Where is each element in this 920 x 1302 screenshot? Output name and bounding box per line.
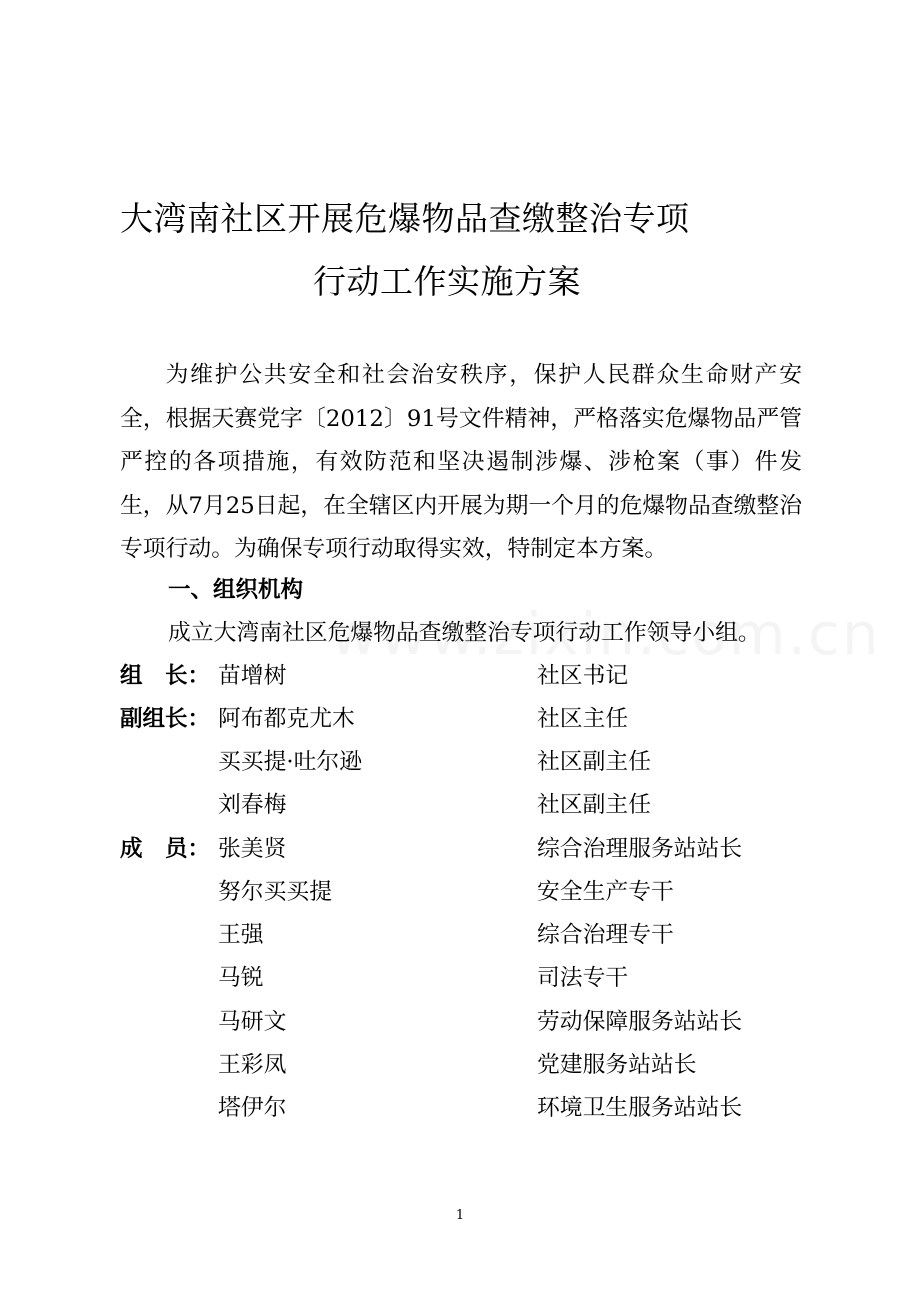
member-position: 安全生产专干: [537, 879, 674, 905]
member-position: 综合治理服务站站长: [537, 836, 743, 862]
member-name: 马锐: [218, 965, 264, 991]
member-role: 副组长：: [120, 706, 211, 732]
page-number: 1: [455, 1208, 465, 1223]
section-intro-text: 成立大湾南社区危爆物品查缴整治专项行动工作领导小组。: [168, 620, 761, 646]
member-position: 社区书记: [537, 663, 629, 689]
member-name: 买买提·吐尔逊: [218, 749, 363, 775]
member-name: 王彩凤: [218, 1052, 287, 1078]
document-title-line-2: 行动工作实施方案: [313, 262, 581, 301]
section-heading-organization: 一、组织机构: [168, 577, 304, 603]
member-name: 努尔买买提: [218, 879, 332, 905]
member-role: 组 长：: [120, 663, 211, 689]
member-position: 社区主任: [537, 706, 629, 732]
member-name: 张美贤: [218, 836, 287, 862]
member-name: 塔伊尔: [218, 1095, 287, 1121]
member-name: 阿布都克尤木: [218, 706, 355, 732]
watermark: [330, 600, 881, 668]
member-position: 司法专干: [537, 965, 629, 991]
member-position: 社区副主任: [537, 792, 651, 818]
member-name: 王强: [218, 922, 264, 948]
member-name: 马研文: [218, 1009, 287, 1035]
member-role: 成 员：: [120, 836, 211, 862]
member-position: 环境卫生服务站站长: [537, 1095, 743, 1121]
member-position: 社区副主任: [537, 749, 651, 775]
member-position: 党建服务站站长: [537, 1052, 697, 1078]
member-name: 刘春梅: [218, 792, 287, 818]
intro-paragraph: 为维护公共安全和社会治安秩序，保护人民群众生命财产安全，根据天赛党字〔2012〕91号文件精神，严格落实危爆物品严管严控的各项措施，有效防范和坚决遏制涉爆、涉枪案（事）件发生，从7月25日起，在全辖区内开展为期一个月的危爆物品查缴整治专项行动。为确保专项行动取得实效，特制定本方案。: [120, 362, 802, 562]
document-title-line-1: 大湾南社区开展危爆物品查缴整治专项: [120, 199, 690, 238]
member-position: 综合治理专干: [537, 922, 674, 948]
member-position: 劳动保障服务站站长: [537, 1009, 743, 1035]
member-name: 苗增树: [218, 663, 287, 689]
